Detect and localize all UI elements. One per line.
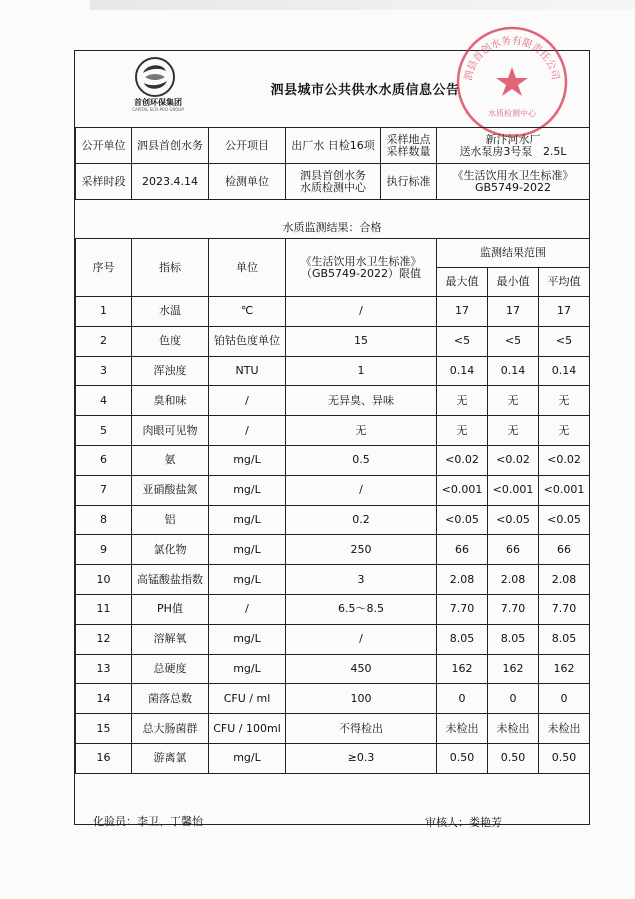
row-no: 10 [76,565,132,595]
row-limit: 450 [286,654,437,684]
seal-subtext: 水质检测中心 [488,109,536,118]
row-avg: 7.70 [539,594,590,624]
row-limit: 15 [286,326,437,356]
row-limit: / [286,475,437,505]
row-no: 3 [76,356,132,386]
row-avg: 0 [539,684,590,714]
col-unit: 单位 [209,239,286,297]
col-index: 指标 [132,239,209,297]
label-standard: 执行标准 [381,164,437,200]
header-row-1 [76,239,590,268]
row-unit: / [209,594,286,624]
row-avg: <0.02 [539,445,590,475]
row-index: 臭和味 [132,386,209,416]
row-unit: mg/L [209,475,286,505]
row-unit: mg/L [209,565,286,595]
col-max: 最大值 [437,268,488,297]
row-min: 0 [488,684,539,714]
row-max: 0 [437,684,488,714]
row-unit: mg/L [209,654,286,684]
row-unit: mg/L [209,445,286,475]
row-avg: 66 [539,535,590,565]
row-limit: 6.5～8.5 [286,594,437,624]
row-limit: / [286,297,437,327]
reviewer: 审核人：娄艳芳 [425,816,502,829]
row-min: <5 [488,326,539,356]
test-lab-line-1: 泗县首创水务 [300,168,366,182]
company-logo-icon [133,55,177,99]
row-min: 0.14 [488,356,539,386]
row-index: 溶解氧 [132,624,209,654]
row-avg: 未检出 [539,714,590,744]
standard-line-2: GB5749-2022 [474,180,552,194]
row-index: 肉眼可见物 [132,416,209,446]
row-avg: 8.05 [539,624,590,654]
row-avg: 2.08 [539,565,590,595]
row-avg: <0.05 [539,505,590,535]
row-limit: 不得检出 [286,714,437,744]
table-row [76,475,590,505]
standard-line-1: 《生活饮用水卫生标准》 [452,168,574,182]
row-max: 未检出 [437,714,488,744]
row-index: 菌落总数 [132,684,209,714]
row-index: 游离氯 [132,743,209,773]
row-limit: 3 [286,565,437,595]
row-limit: 无异臭、异味 [286,386,437,416]
row-limit: 100 [286,684,437,714]
table-row [76,326,590,356]
row-no: 15 [76,714,132,744]
row-max: 17 [437,297,488,327]
table-row [76,684,590,714]
row-unit: mg/L [209,624,286,654]
row-max: 7.70 [437,594,488,624]
publish-item: 出厂水 日检16项 [286,128,381,164]
row-max: 无 [437,416,488,446]
row-min: <0.02 [488,445,539,475]
result-summary: 水质监测结果：合格 [75,217,589,239]
row-index: 浑浊度 [132,356,209,386]
row-max: 162 [437,654,488,684]
header [75,35,589,128]
row-avg: <0.001 [539,475,590,505]
notice-sheet [74,35,590,829]
table-row [76,416,590,446]
table-row [76,535,590,565]
publish-unit: 泗县首创水务 [132,128,209,164]
row-no: 2 [76,326,132,356]
sample-place-2 [437,146,589,158]
row-min: 8.05 [488,624,539,654]
row-min: 未检出 [488,714,539,744]
row-max: 无 [437,386,488,416]
col-range: 监测结果范围 [437,239,590,268]
table-row [76,624,590,654]
row-limit: 250 [286,535,437,565]
label-publish-item: 公开项目 [209,128,286,164]
table-row [76,594,590,624]
table-row [76,505,590,535]
row-no: 4 [76,386,132,416]
info-row-1 [76,128,590,164]
row-limit: ≥0.3 [286,743,437,773]
row-unit: / [209,386,286,416]
row-index: 总硬度 [132,654,209,684]
footer [75,776,589,829]
row-avg: <5 [539,326,590,356]
table-row [76,743,590,773]
row-min: 66 [488,535,539,565]
table-row [76,386,590,416]
row-unit: CFU / 100ml [209,714,286,744]
row-no: 9 [76,535,132,565]
row-max: 2.08 [437,565,488,595]
row-min: 162 [488,654,539,684]
row-limit: 1 [286,356,437,386]
row-no: 16 [76,743,132,773]
row-max: 66 [437,535,488,565]
row-unit: NTU [209,356,286,386]
row-unit: mg/L [209,743,286,773]
row-avg: 0.14 [539,356,590,386]
row-min: 无 [488,416,539,446]
row-unit: mg/L [209,505,286,535]
col-limit [286,239,437,297]
sample-place-qty [437,128,590,164]
row-index: 水温 [132,297,209,327]
page-title: 泗县城市公共供水水质信息公告 [270,83,460,98]
row-no: 1 [76,297,132,327]
row-min: <0.001 [488,475,539,505]
row-index: 铝 [132,505,209,535]
row-max: <0.001 [437,475,488,505]
row-no: 8 [76,505,132,535]
row-avg: 无 [539,416,590,446]
row-limit: 0.5 [286,445,437,475]
row-min: 17 [488,297,539,327]
row-no: 14 [76,684,132,714]
test-lab-line-2: 水质检测中心 [300,180,366,194]
row-min: <0.05 [488,505,539,535]
table-row [76,714,590,744]
row-max: 0.14 [437,356,488,386]
col-limit-line-1: 《生活饮用水卫生标准》 [300,254,422,268]
row-max: 8.05 [437,624,488,654]
seal-text: 泗县首创水务有限责任公司 [463,35,561,82]
info-table [75,127,590,200]
label-publish-unit: 公开单位 [76,128,132,164]
row-min: 无 [488,386,539,416]
results-table [75,238,590,774]
sample-time: 2023.4.14 [132,164,209,200]
row-min: 2.08 [488,565,539,595]
table-row [76,654,590,684]
row-avg: 0.50 [539,743,590,773]
seal-star-icon [496,67,528,96]
tester: 化验员：李卫、丁馨怡 [93,815,203,828]
row-max: <5 [437,326,488,356]
info-row-2 [76,164,590,200]
row-no: 11 [76,594,132,624]
standard [437,164,590,200]
row-index: 总大肠菌群 [132,714,209,744]
row-unit: ℃ [209,297,286,327]
sample-qty: 2.5L [542,144,567,158]
row-max: 0.50 [437,743,488,773]
row-unit: 铂钴色度单位 [209,326,286,356]
table-row [76,445,590,475]
row-max: <0.05 [437,505,488,535]
col-min: 最小值 [488,268,539,297]
row-limit: / [286,624,437,654]
row-max: <0.02 [437,445,488,475]
row-min: 7.70 [488,594,539,624]
row-avg: 无 [539,386,590,416]
label-test-lab: 检测单位 [209,164,286,200]
row-no: 6 [76,445,132,475]
logo-name: 首创环保集团 [134,98,182,107]
row-index: 色度 [132,326,209,356]
row-index: 高锰酸盐指数 [132,565,209,595]
row-limit: 无 [286,416,437,446]
row-min: 0.50 [488,743,539,773]
scan-edge-shadow [90,0,635,10]
label-sample-place: 采样地点 [386,132,431,146]
table-row [76,356,590,386]
table-row [76,297,590,327]
col-avg: 平均值 [539,268,590,297]
logo-subtitle: CAPITAL ECO-PRO GROUP [132,107,184,112]
test-lab [286,164,381,200]
row-no: 5 [76,416,132,446]
row-avg: 162 [539,654,590,684]
label-sample-qty: 采样数量 [386,144,431,158]
row-no: 12 [76,624,132,654]
row-unit: CFU / ml [209,684,286,714]
row-no: 7 [76,475,132,505]
sample-place: 新汴河水厂 [485,132,541,146]
col-limit-line-2: （GB5749-2022）限值 [300,266,422,280]
row-unit: mg/L [209,535,286,565]
row-index: PH值 [132,594,209,624]
sample-pump: 送水泵房3号泵 [459,144,533,158]
row-unit: / [209,416,286,446]
official-seal [453,23,571,141]
row-no: 13 [76,654,132,684]
row-avg: 17 [539,297,590,327]
row-index: 亚硝酸盐氮 [132,475,209,505]
row-limit: 0.2 [286,505,437,535]
row-index: 氨 [132,445,209,475]
label-sample-place-qty [381,128,437,164]
row-index: 氯化物 [132,535,209,565]
label-sample-time: 采样时段 [76,164,132,200]
table-row [76,565,590,595]
col-no: 序号 [76,239,132,297]
